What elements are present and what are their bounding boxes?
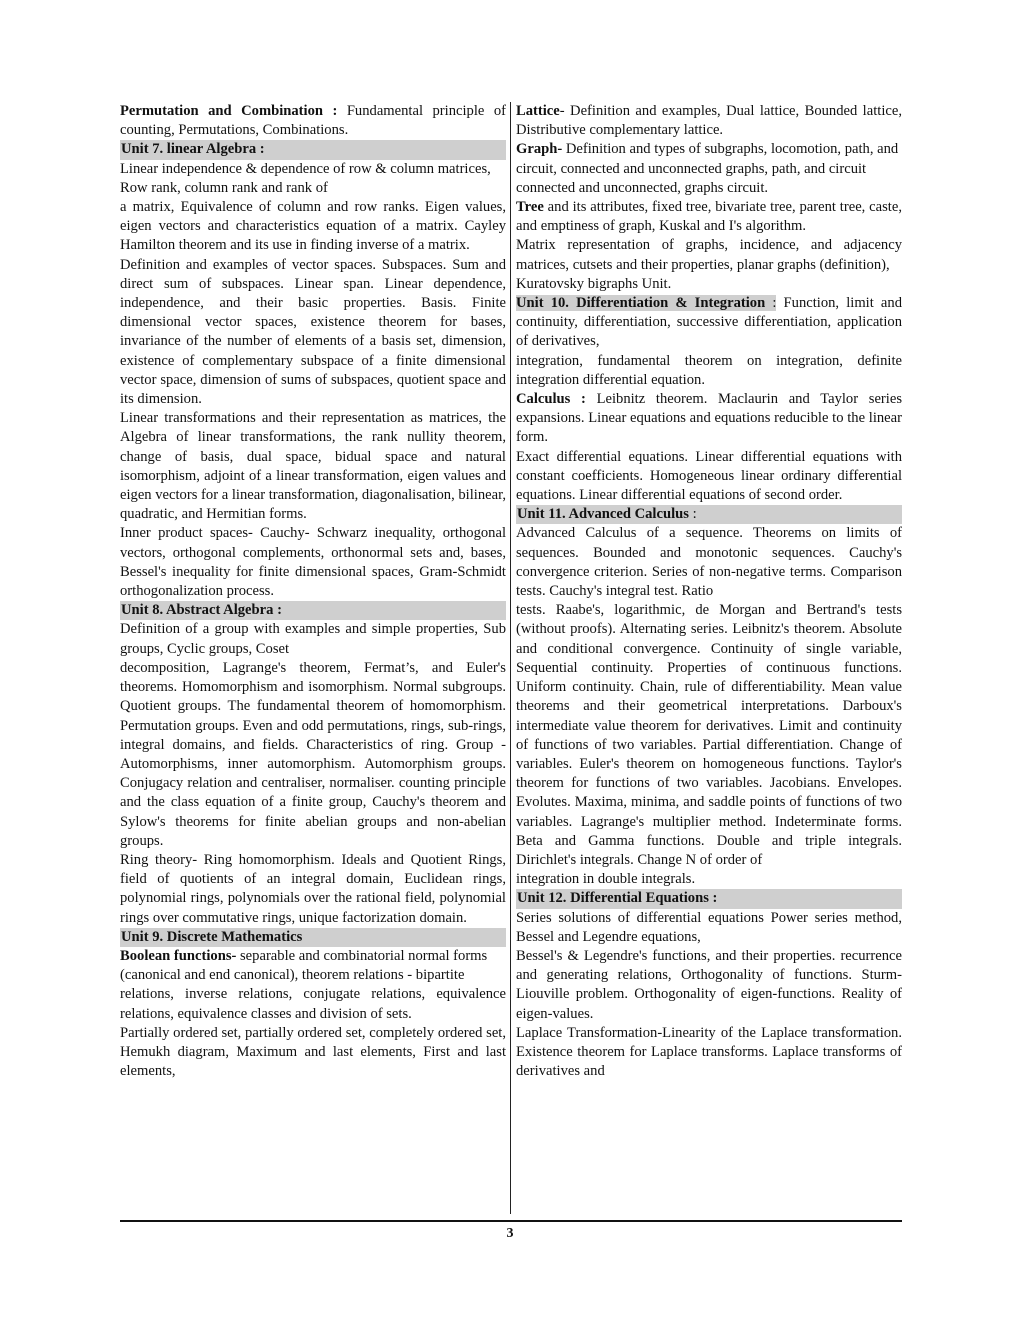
- unit7-paragraph-4: Linear transformations and their representation as matrices, the Algebra of linear transformations, the rank nullity theorem, change of basis, dual space, bidual space and natural isomorphism, adjoint of a linear transformation, eigen values and eigen vectors for a linear transformation, diagonalisation, bilinear, quadratic, and Hermitian forms.: [120, 410, 507, 523]
- tree-text: and its attributes, fixed tree, bivariate tree, parent tree, caste, and emptiness of graph, Kuskal and I's algorithm.: [516, 199, 902, 235]
- tree-title: Tree: [516, 199, 544, 216]
- unit7-paragraph-5: Inner product spaces- Cauchy- Schwarz inequality, orthogonal vectors, orthogonal complements, orthonormal sets and, bases, Bessel's inequality for finite dimensional spaces, Gram-Schmidt orthogonalization process.: [120, 525, 506, 600]
- permutation-text: Fundamental principle of counting, Permutations, Combinations.: [120, 103, 506, 139]
- unit7-paragraph-2: a matrix, Equivalence of column and row ranks. Eigen values, eigen vectors and characteristics equation of a matrix. Cayley Hamilton theorem and its use in finding inverse of a matrix.: [120, 199, 506, 254]
- unit8-heading: Unit 8. Abstract Algebra :: [120, 601, 506, 620]
- graph-paragraph: [516, 140, 902, 178]
- lattice-text: - Definition and examples, Dual lattice, Bounded lattice, Distributive complementary lattice.: [516, 103, 902, 139]
- unit7-paragraph-1: Linear independence & dependence of row & column matrices, Row rank, column rank and rank of: [120, 160, 491, 196]
- unit12-paragraph-1: Series solutions of differential equations Power series method, Bessel and Legendre equations,: [516, 909, 902, 945]
- graph-title: Graph-: [516, 141, 563, 158]
- unit9-paragraph-3: Partially ordered set, partially ordered set, completely ordered set, Hemukh diagram, Maximum and last elements, First and last elements,: [120, 1024, 506, 1080]
- unit11-heading-colon: :: [688, 506, 697, 523]
- exact-differential-paragraph: Exact differential equations. Linear differential equations with constant coefficients. Homogeneous linear ordinary differential equations. Linear differential equations of second order.: [516, 448, 902, 504]
- syllabus-page: [120, 102, 902, 1214]
- graph-text: Definition and types of subgraphs, locomotion, path, and circuit, connected and unconnected graphs, path, and circuit: [516, 141, 899, 177]
- unit12-heading: Unit 12. Differential Equations :: [516, 889, 902, 908]
- calculus-paragraph: [516, 390, 902, 448]
- unit12-paragraph-2: Bessel's & Legendre's functions, and their properties. recurrence and generating relations, Orthogonality of functions. Sturm- Liouville problem. Orthogonality of eigen-functions. Reality of eigen-values.: [516, 947, 902, 1022]
- unit9-paragraph-2: relations, inverse relations, conjugate relations, equivalence relations, equivalence classes and division of sets.: [120, 986, 506, 1022]
- unit8-paragraph-1: Definition of a group with examples and simple properties, Sub groups, Cyclic groups, Coset: [120, 621, 506, 657]
- unit7-heading: Unit 7. linear Algebra :: [120, 140, 506, 159]
- unit8-paragraph-2: decomposition, Lagrange's theorem, Fermat’s, and Euler's theorems. Homomorphism and isomorphism. Normal subgroups. Quotient groups. The fundamental theorem of homomorphism. Permutation groups. Even and odd permutations, rings, sub-rings, integral domains, and fields. Characteristics of ring. Group - Automorphisms, inner automorphism. Automorphism groups. Conjugacy relation and centraliser, normaliser. counting principle and the class equation of a finite group, Cauchy's theorem and Sylow's theorems for finite abelian groups and non-abelian groups.: [120, 659, 506, 849]
- page-number: 3: [506, 1226, 514, 1241]
- unit11-paragraph-1: Advanced Calculus of a sequence. Theorems on limits of sequences. Bounded and monotonic sequences. Cauchy's convergence criterion. Series of non-negative terms. Comparison tests. Cauchy's integral test. Ratio: [516, 525, 902, 600]
- unit8-paragraph-3: Ring theory- Ring homomorphism. Ideals and Quotient Rings, field of quotients of an integral domain, Euclidean rings, polynomial rings, polynomials over the rational field, polynomial rings over commutative rings, unique factorization domain.: [120, 851, 506, 926]
- boolean-functions-text: separable and combinatorial normal forms (canonical and end canonical), theorem relations - bipartite: [120, 947, 488, 984]
- matrix-representation-paragraph: Matrix representation of graphs, incidence, and adjacency matrices, cutsets and their properties, planar graphs (definition),: [516, 237, 902, 273]
- left-column: [120, 102, 506, 1081]
- lattice-paragraph: [516, 102, 902, 140]
- unit10-text: Function, limit and continuity, differentiation, successive differentiation, application of derivatives,: [516, 295, 903, 350]
- unit10-paragraph-2: integration, fundamental theorem on integration, definite integration differential equation.: [516, 352, 902, 388]
- unit7-paragraph-3: Definition and examples of vector spaces. Subspaces. Sum and direct sum of subspaces. Linear span. Linear dependence, independence, and their basic properties. Basis. Finite dimensional vector spaces, existence theorem for bases, invariance of the number of elements of a basis set, dimension, existence of complementary subspace of a finite dimensional vector space, dimension of sums of subspaces, quotient space and its dimension.: [120, 256, 506, 408]
- tree-paragraph: [516, 198, 902, 236]
- unit9-heading: Unit 9. Discrete Mathematics: [120, 928, 506, 947]
- lattice-title: Lattice: [516, 103, 560, 119]
- unit10-heading: Unit 10. Differentiation & Integration: [516, 295, 766, 312]
- unit11-heading-row: [516, 505, 902, 524]
- bottom-rule: [120, 1220, 902, 1222]
- unit9-paragraph-1: [120, 947, 506, 985]
- unit11-paragraph-3: integration in double integrals.: [516, 871, 696, 888]
- unit12-paragraph-3: Laplace Transformation-Linearity of the Laplace transformation. Existence theorem for Laplace transforms. Laplace transforms of derivatives and: [516, 1024, 902, 1080]
- kuratovsky-paragraph: Kuratovsky bigraphs Unit.: [516, 275, 672, 292]
- unit11-heading: Unit 11. Advanced Calculus: [517, 506, 689, 523]
- permutation-title: Permutation and Combination :: [120, 103, 338, 119]
- calculus-title: Calculus :: [516, 391, 586, 408]
- right-column: [516, 102, 902, 1081]
- graph-paragraph-2: connected and unconnected, graphs circuit.: [516, 179, 769, 196]
- permutation-paragraph: [120, 102, 506, 140]
- column-divider: [510, 102, 511, 1214]
- unit10-heading-colon: :: [765, 295, 777, 312]
- unit11-paragraph-2: tests. Raabe's, logarithmic, de Morgan and Bertrand's tests (without proofs). Alternating series. Leibnitz's theorem. Absolute and conditional convergence. Continuity of single variable, Sequential continuity. Properties of continuous functions. Uniform continuity. Chain, rule of differentiability. Mean value theorems and their geometrical interpretations. Darboux's intermediate value theorem for derivatives. Limit and continuity of functions of two variables. Partial differentiation. Change of variables. Euler's theorem on homogeneous functions. Taylor's theorem for functions of two variables. Jacobians. Envelopes. Evolutes. Maxima, minima, and saddle points of functions of two variables. Lagrange's multiplier method. Indeterminate forms. Beta and Gamma functions. Double and triple integrals. Dirichlet's integrals. Change N of order of: [516, 602, 902, 868]
- calculus-text: Leibnitz theorem. Maclaurin and Taylor series expansions. Linear equations and equations reducible to the linear form.: [516, 391, 902, 446]
- boolean-functions-title: Boolean functions-: [120, 947, 237, 964]
- unit10-paragraph-1: [516, 294, 902, 352]
